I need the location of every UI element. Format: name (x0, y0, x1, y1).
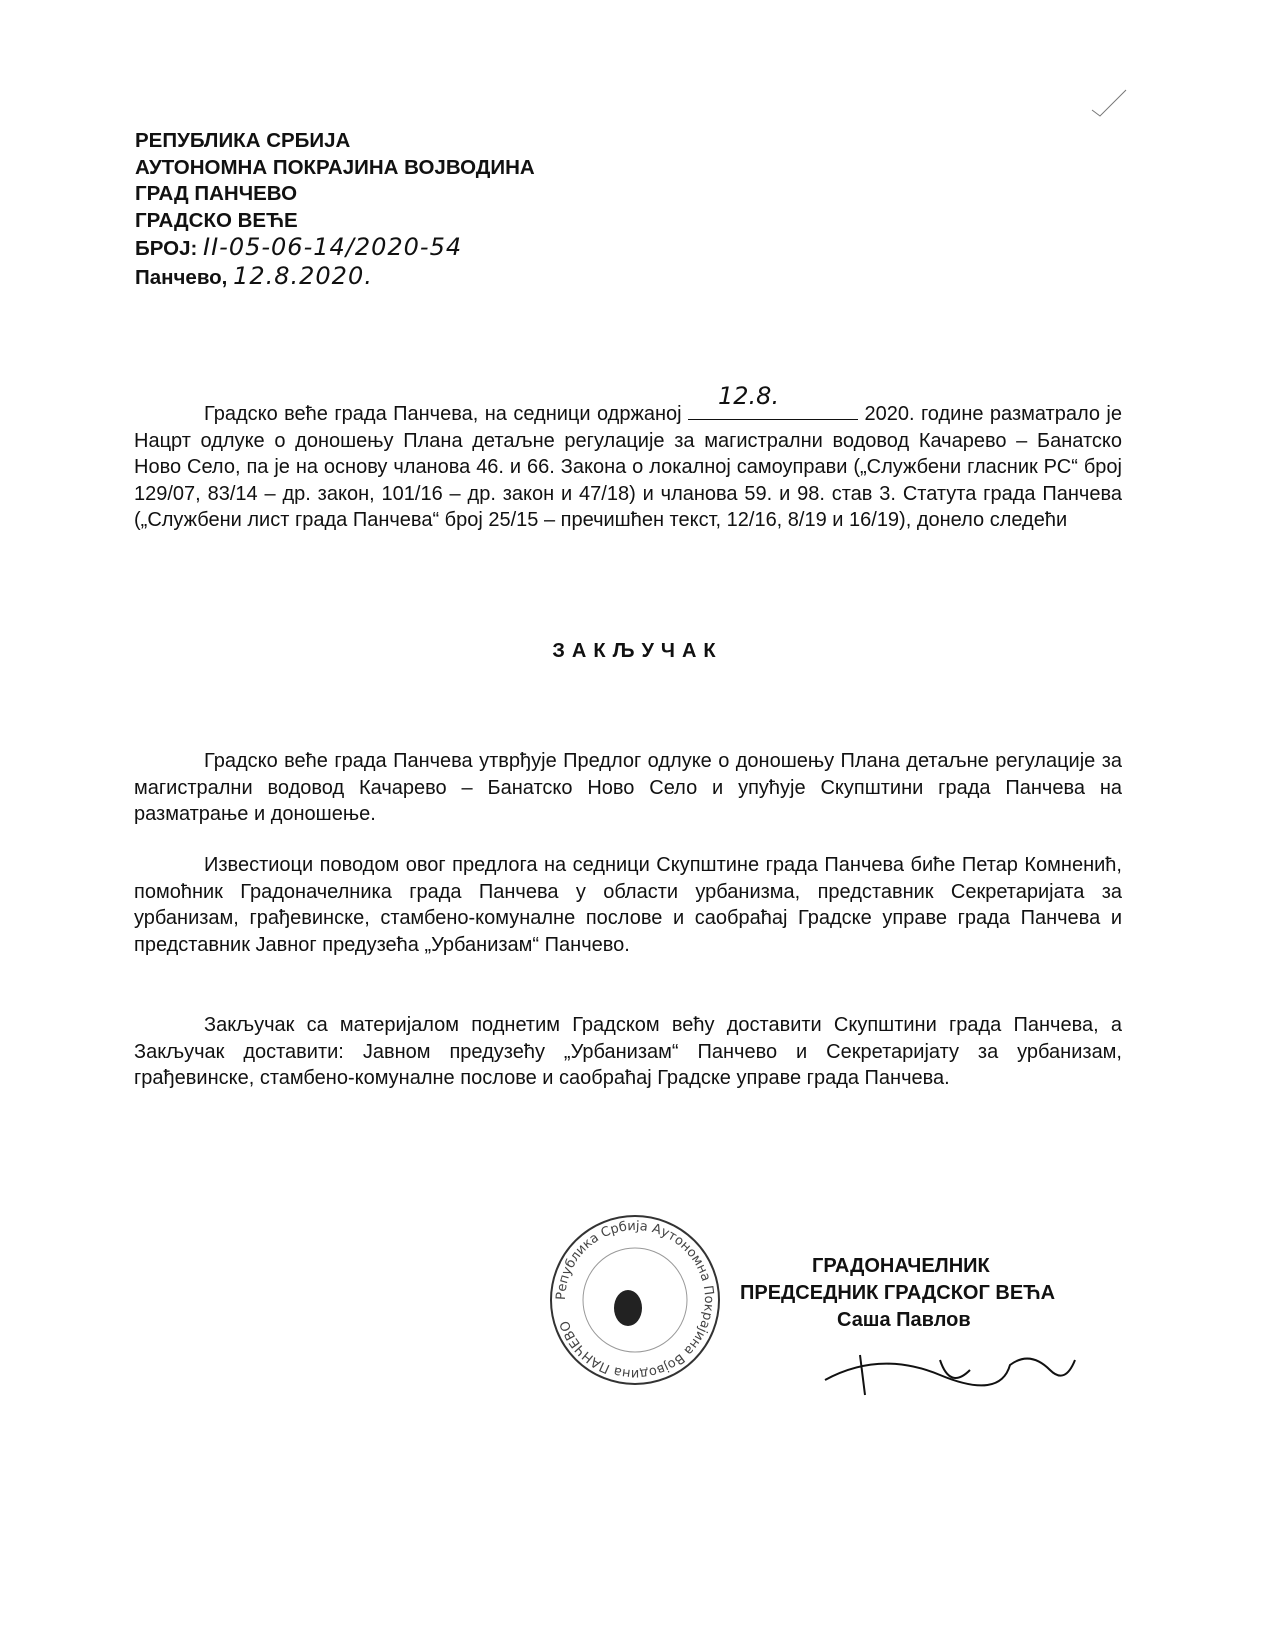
handwritten-session-date: 12.8. (718, 382, 780, 410)
intro-text: 2020. године разматрало је Нацрт одлуке о доношењу Плана детаљне регулације за магистрални водовод Качарево – Банатско Ново Село, па је на основу чланова 46. и 66. Закона о локалној самоуправи („Службени гласник РС“ број 129/07, 83/14 – др. закон, 101/16 – др. закон и 47/18) и чланова 59. и 98. став 3. Статута града Панчева („Службени лист града Панчева“ број 25/15 – пречишћен текст, 12/16, 8/19 и 16/19), донело следећи (134, 403, 1122, 531)
date-blank (688, 382, 858, 420)
paragraph-text: Закључак са материјалом поднетим Градском већу доставити Скупштини града Панчева, а Закључак доставити: Јавном предузећу „Урбанизам“ Панчево и Секретаријату за урбанизам, грађевинске, стамбено-комуналне послове и саобраћај Градске управе града Панчева. (134, 1014, 1122, 1089)
header-line: ГРАДСКО ВЕЋЕ (135, 208, 298, 232)
handwritten-signature (820, 1340, 1080, 1400)
number-label: БРОЈ: (135, 237, 198, 260)
signatory-name: Саша Павлов (837, 1309, 971, 1331)
paragraph (134, 1012, 1122, 1092)
letterhead (135, 128, 535, 291)
signatory-title: ГРАДОНАЧЕЛНИК (812, 1255, 990, 1277)
paragraph (134, 852, 1122, 958)
intro-paragraph (134, 382, 1122, 534)
signature-block (740, 1253, 1055, 1334)
check-mark (1090, 88, 1130, 118)
signatory-title: ПРЕДСЕДНИК ГРАДСКОГ ВЕЋА (740, 1282, 1056, 1304)
header-line: ГРАД ПАНЧЕВО (135, 182, 298, 205)
header-line: РЕПУБЛИКА СРБИЈА (135, 129, 351, 152)
handwritten-date: 12.8.2020. (233, 261, 373, 290)
svg-text:Република Србија Аутономна Пок: Република Србија Аутономна Покрајина Војводина ПАНЧЕВО (553, 1218, 717, 1382)
paragraph-text: Градско веће града Панчева утврђује Предлог одлуке о доношењу Плана детаљне регулације за магистрални водовод Качарево – Банатско Ново Село и упућује Скупштини града Панчева на разматрање и доношење. (134, 750, 1122, 825)
paragraph (134, 748, 1122, 828)
document-title: ЗАКЉУЧАК (552, 640, 723, 662)
paragraph-text: Известиоци поводом овог предлога на седници Скупштине града Панчева биће Петар Комненић, помоћник Градоначелника града Панчева у области урбанизма, представник Секретаријата за урбанизам, грађевинске, стамбено-комуналне послове и саобраћај Градске управе града Панчева и представник Јавног предузећа „Урбанизам“ Панчево. (134, 854, 1122, 956)
place-label: Панчево, (135, 265, 228, 289)
handwritten-number: II-05-06-14/2020-54 (203, 233, 463, 261)
document-date (135, 263, 535, 292)
header-line: АУТОНОМНА ПОКРАЈИНА ВОЈВОДИНА (135, 155, 535, 179)
document-number (135, 234, 535, 263)
official-stamp (548, 1213, 723, 1388)
intro-text: Градско веће града Панчева, на седници одржаној (204, 403, 682, 425)
